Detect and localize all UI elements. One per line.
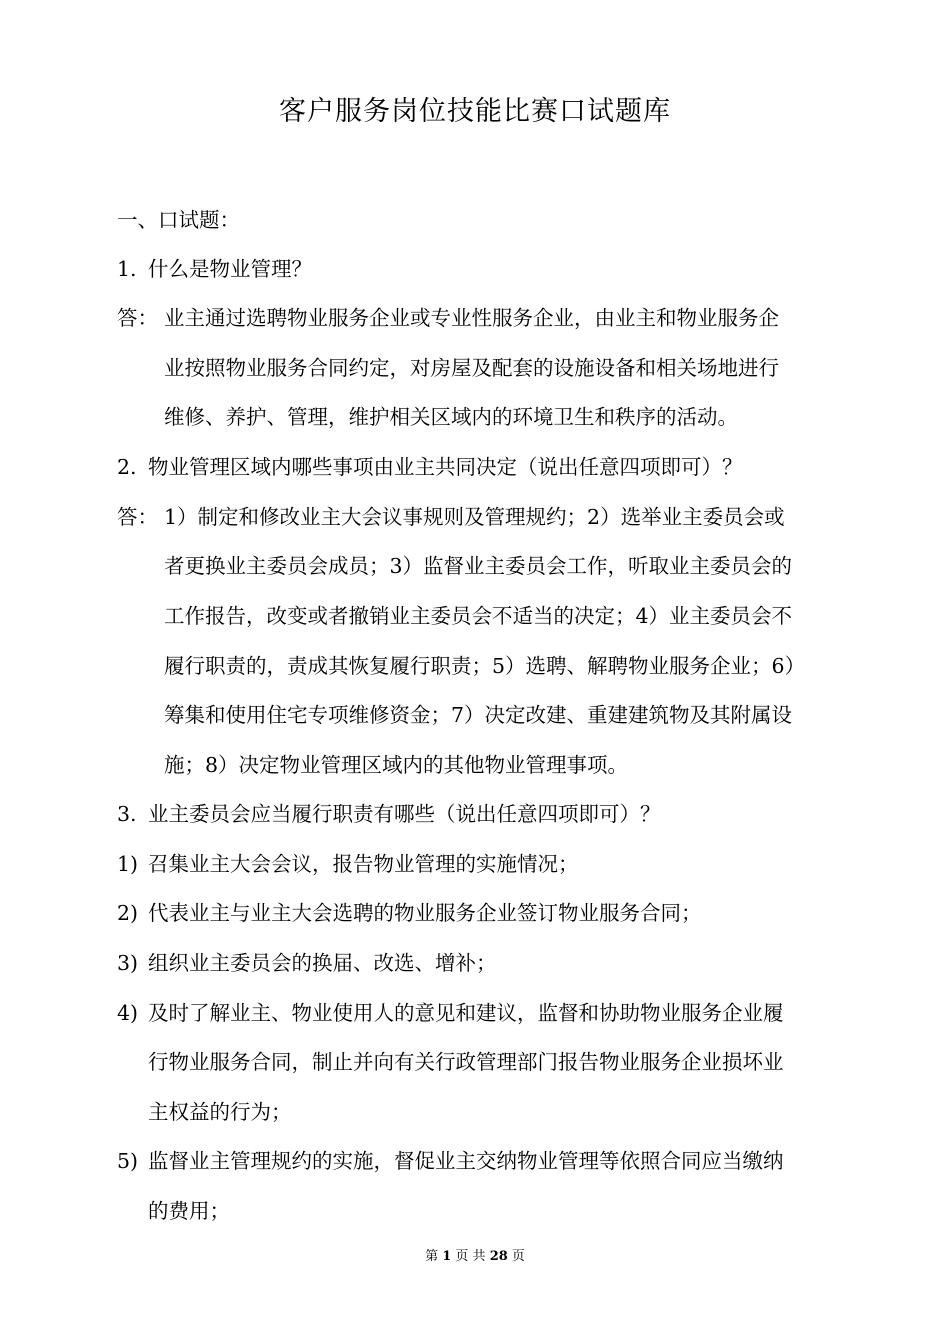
question-number: 1. bbox=[117, 257, 137, 281]
answer-line: 维修、养护、管理，维护相关区域内的环境卫生和秩序的活动。 bbox=[164, 405, 738, 429]
list-item: 的费用； bbox=[148, 1199, 230, 1223]
footer-prefix: 第 bbox=[425, 1249, 439, 1264]
list-item-label: 3) bbox=[117, 951, 139, 975]
answer-line: 业主通过选聘物业服务企业或专业性服务企业，由业主和物业服务企 bbox=[164, 306, 779, 330]
list-item: 及时了解业主、物业使用人的意见和建议，监督和协助物业服务企业履 bbox=[148, 1001, 784, 1025]
list-item-label: 2) bbox=[117, 901, 139, 925]
answer-line: 1）制定和修改业主大会议事规则及管理规约；2）选举业主委员会或 bbox=[164, 505, 785, 529]
page-title: 客户服务岗位技能比赛口试题库 bbox=[279, 96, 671, 127]
answer-label: 答： bbox=[117, 505, 158, 529]
list-item-label: 1) bbox=[117, 852, 139, 876]
answer-line: 施；8）决定物业管理区域内的其他物业管理事项。 bbox=[164, 753, 629, 777]
question-number: 2. bbox=[117, 455, 137, 479]
list-item: 组织业主委员会的换届、改选、增补； bbox=[148, 951, 497, 975]
list-item: 代表业主与业主大会选聘的物业服务企业签订物业服务合同； bbox=[148, 901, 702, 925]
list-item: 召集业主大会会议，报告物业管理的实施情况； bbox=[148, 852, 579, 876]
list-item: 监督业主管理规约的实施，督促业主交纳物业管理等依照合同应当缴纳 bbox=[148, 1149, 784, 1173]
list-item: 行物业服务合同，制止并向有关行政管理部门报告物业服务企业损坏业 bbox=[148, 1050, 784, 1074]
answer-line: 筹集和使用住宅专项维修资金；7）决定改建、重建建筑物及其附属设 bbox=[164, 703, 793, 727]
answer-label: 答： bbox=[117, 306, 158, 330]
footer-middle: 页 共 bbox=[455, 1249, 486, 1264]
answer-line: 业按照物业服务合同约定，对房屋及配套的设施设备和相关场地进行 bbox=[164, 356, 779, 380]
current-page-number: 1 bbox=[442, 1249, 452, 1264]
question-number: 3. bbox=[117, 802, 137, 826]
question-text: 物业管理区域内哪些事项由业主共同决定（说出任意四项即可）？ bbox=[148, 455, 743, 479]
total-pages-number: 28 bbox=[489, 1249, 508, 1264]
list-item: 主权益的行为； bbox=[148, 1100, 292, 1124]
answer-line: 履行职责的，责成其恢复履行职责；5）选聘、解聘物业服务企业；6） bbox=[164, 654, 806, 678]
footer-suffix: 页 bbox=[511, 1249, 525, 1264]
list-item-label: 5) bbox=[117, 1149, 139, 1173]
answer-line: 工作报告，改变或者撤销业主委员会不适当的决定；4）业主委员会不 bbox=[164, 604, 793, 628]
section-heading: 一、口试题： bbox=[117, 208, 240, 232]
question-text: 什么是物业管理？ bbox=[148, 257, 312, 281]
page-footer bbox=[0, 1247, 950, 1267]
list-item-label: 4) bbox=[117, 1001, 139, 1025]
question-text: 业主委员会应当履行职责有哪些（说出任意四项即可）？ bbox=[148, 802, 661, 826]
answer-line: 者更换业主委员会成员；3）监督业主委员会工作，听取业主委员会的 bbox=[164, 554, 793, 578]
